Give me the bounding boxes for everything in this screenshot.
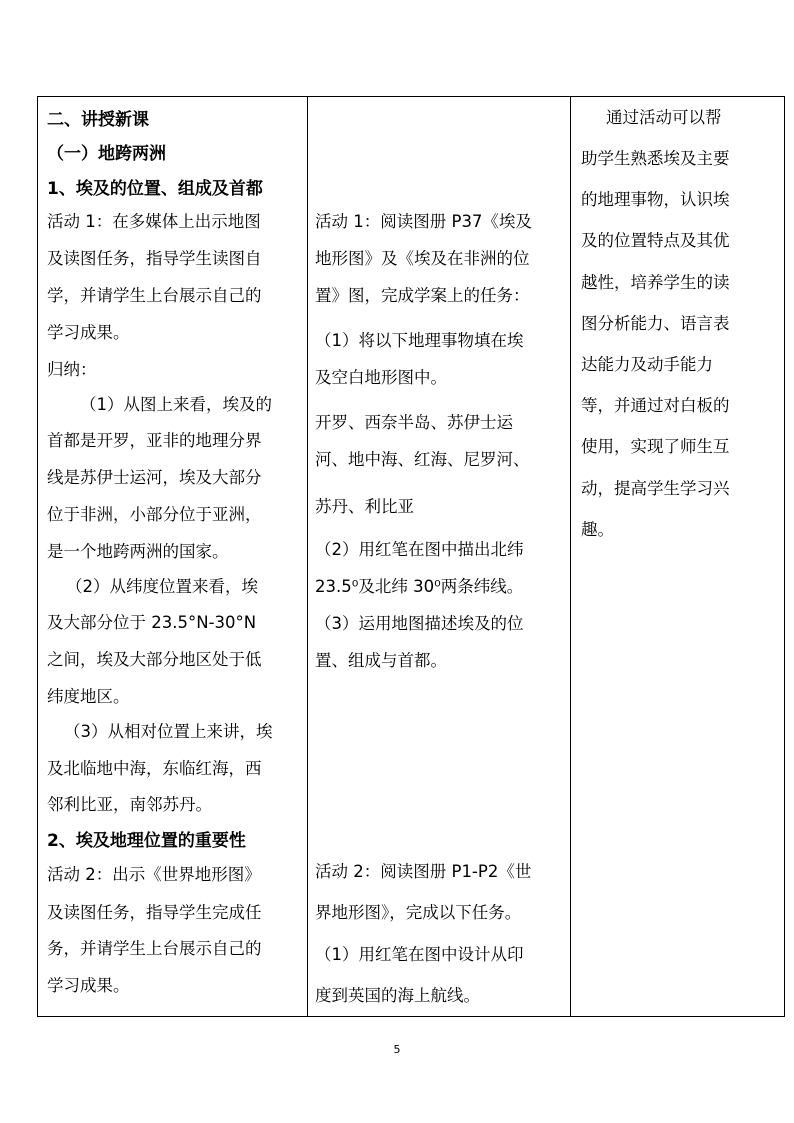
text-line: 之间，埃及大部分地区处于低 — [47, 650, 262, 669]
text-line: 活动 1：阅读图册 P37《埃及 — [315, 212, 532, 231]
text-line: 活动 2：出示《世界地形图》 — [47, 865, 261, 884]
text-line: （2）用红笔在图中描出北纬 — [315, 540, 524, 559]
text-line: 界地形图》，完成以下任务。 — [315, 903, 522, 922]
text-line: 度到英国的海上航线。 — [315, 986, 480, 1005]
text-line: 归纳： — [47, 360, 97, 379]
lesson-table — [37, 96, 785, 1017]
text-line: 等，并通过对白板的 — [581, 396, 730, 415]
text-line: （3）从相对位置上来讲，埃 — [64, 722, 273, 741]
text-line: 活动 1：在多媒体上出示地图 — [47, 212, 261, 231]
text-line: 达能力及动手能力 — [581, 355, 713, 374]
text-line: 越性，培养学生的读 — [581, 273, 730, 292]
text-line: 图分析能力、语言表 — [581, 314, 730, 333]
teacher-activity-column — [38, 97, 308, 1016]
text-line: 置》图，完成学案上的任务： — [315, 286, 530, 305]
text-line: 及空白地形图中。 — [315, 368, 447, 387]
text-line: 及读图任务，指导学生读图自 — [47, 249, 262, 268]
topic-heading: 1、埃及的位置、组成及首都 — [47, 179, 263, 199]
text-line: （2）从纬度位置来看，埃 — [66, 577, 258, 596]
text-line: 及的位置特点及其优 — [581, 231, 730, 250]
text-line: 学，并请学生上台展示自己的 — [47, 286, 262, 305]
text-line: 地形图》及《埃及在非洲的位 — [315, 249, 530, 268]
page-number: 5 — [393, 1043, 401, 1056]
text-line: 通过活动可以帮 — [606, 108, 722, 127]
text-line: 纬度地区。 — [47, 687, 130, 706]
text-line: 动，提高学生学习兴 — [581, 479, 730, 498]
student-activity-column — [308, 97, 571, 1016]
text-line: 及读图任务，指导学生完成任 — [47, 903, 262, 922]
text-line: 位于非洲，小部分位于亚洲， — [47, 505, 262, 524]
text-line: 线是苏伊士运河，埃及大部分 — [47, 468, 262, 487]
text-line: 河、地中海、红海、尼罗河、 — [315, 450, 530, 469]
text-line: 开罗、西奈半岛、苏伊士运 — [315, 413, 513, 432]
text-line: 趣。 — [581, 520, 614, 539]
text-line: 首都是开罗，亚非的地理分界 — [47, 431, 262, 450]
subsection-heading: （一）地跨两洲 — [47, 144, 166, 164]
text-line: 助学生熟悉埃及主要 — [581, 149, 730, 168]
text-line: 邻利比亚，南邻苏丹。 — [47, 795, 212, 814]
text-line: 23.5⁰及北纬 30⁰两条纬线。 — [315, 577, 524, 596]
text-line: （1）将以下地理事物填在埃 — [315, 331, 524, 350]
text-line: 务，并请学生上台展示自己的 — [47, 939, 262, 958]
text-line: （1）从图上来看，埃及的 — [80, 395, 272, 414]
text-line: 及大部分位于 23.5°N-30°N — [47, 613, 257, 632]
text-line: （1）用红笔在图中设计从印 — [315, 945, 524, 964]
text-line: 使用，实现了师生互 — [581, 437, 730, 456]
text-line: （3）运用地图描述埃及的位 — [315, 614, 524, 633]
text-line: 学习成果。 — [47, 323, 130, 342]
text-line: 及北临地中海，东临红海，西 — [47, 759, 262, 778]
design-intent-column — [571, 97, 784, 1016]
text-line: 置、组成与首都。 — [315, 651, 447, 670]
text-line: 是一个地跨两洲的国家。 — [47, 542, 229, 561]
text-line: 学习成果。 — [47, 976, 130, 995]
topic-heading: 2、埃及地理位置的重要性 — [47, 831, 246, 851]
text-line: 活动 2：阅读图册 P1-P2《世 — [315, 862, 532, 881]
section-heading: 二、讲授新课 — [47, 110, 149, 130]
text-line: 的地理事物，认识埃 — [581, 190, 730, 209]
text-line: 苏丹、利比亚 — [315, 497, 414, 516]
